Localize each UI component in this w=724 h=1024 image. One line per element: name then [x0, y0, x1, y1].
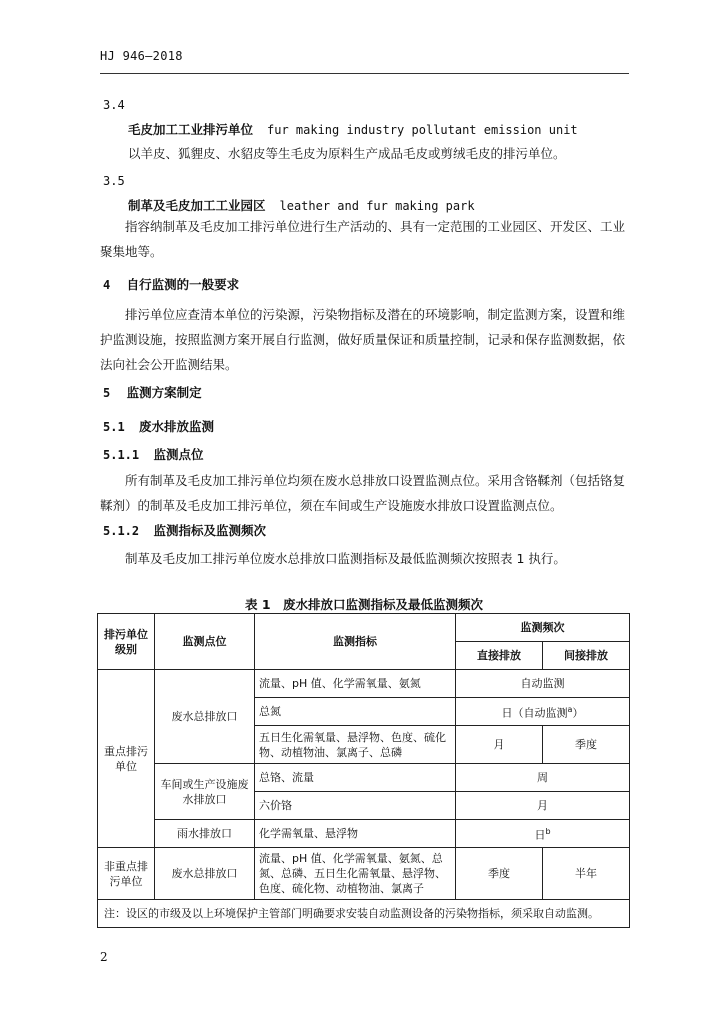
section-4-heading: [103, 276, 239, 294]
section-3-4-definition: 以羊皮、狐貍皮、水貂皮等生毛皮为原料生产成品毛皮或剪绒毛皮的排污单位。: [128, 146, 566, 161]
section-number: 5.1.2: [103, 524, 140, 538]
frequency-close: ）: [572, 706, 584, 720]
cell-direct: 季度: [456, 848, 543, 900]
section-title: 监测指标及监测频次: [153, 523, 266, 538]
cell-indicator: 总铬、流量: [255, 764, 456, 792]
header-direct: 直接排放: [456, 642, 543, 670]
table-note: 注：设区的市级及以上环境保护主管部门明确要求安装自动监测设备的污染物指标，须采取自动监测。: [98, 900, 630, 928]
cell-frequency: [456, 820, 630, 848]
cell-frequency: [456, 698, 630, 726]
term-en: fur making industry pollutant emission unit: [267, 123, 578, 137]
standard-code: HJ 946—2018: [100, 49, 183, 63]
section-title: 废水排放监测: [139, 419, 215, 434]
frequency-text: 日（自动监测: [501, 706, 568, 720]
cell-nonkey-unit: 非重点排污单位: [98, 848, 155, 900]
cell-indicator: 流量、pH 值、化学需氧量、氨氮、总氮、总磷、五日生化需氧量、悬浮物、色度、硫化物、动植物油、氯离子: [255, 848, 456, 900]
header-frequency: 监测频次: [456, 614, 630, 642]
section-5-1-1-heading: [103, 446, 204, 464]
term-en: leather and fur making park: [279, 199, 475, 213]
section-3-4-term: [128, 121, 578, 139]
header-indicator: 监测指标: [255, 614, 456, 670]
footnote-mark: a: [567, 705, 573, 715]
section-4-text: 排污单位应查清本单位的污染源，污染物指标及潜在的环境影响，制定监测方案，设置和维护监测设施，按照监测方案开展自行监测，做好质量保证和质量控制，记录和保存监测数据，依法向社会公开监测结果。: [100, 307, 626, 372]
cell-total-outlet: 废水总排放口: [155, 848, 255, 900]
cell-direct: 月: [456, 726, 543, 764]
header-indirect: 间接排放: [543, 642, 630, 670]
header-divider: [100, 73, 629, 74]
table-row: [98, 848, 630, 900]
section-5-1-2-text: 制革及毛皮加工排污单位废水总排放口监测指标及最低监测频次按照表 1 执行。: [125, 551, 566, 566]
cell-indicator: 六价铬: [255, 792, 456, 820]
cell-indirect: 半年: [543, 848, 630, 900]
table-row: [98, 900, 630, 928]
section-title: 自行监测的一般要求: [126, 277, 240, 292]
header-point: 监测点位: [155, 614, 255, 670]
section-5-heading: [103, 384, 202, 402]
cell-workshop-outlet: 车间或生产设施废水排放口: [155, 764, 255, 820]
section-number: 4: [103, 278, 111, 292]
table-row: [98, 820, 630, 848]
section-3-5-term: [128, 197, 475, 215]
section-5-1-heading: [103, 418, 214, 436]
cell-frequency: 月: [456, 792, 630, 820]
cell-indicator: 五日生化需氧量、悬浮物、色度、硫化物、动植物油、氯离子、总磷: [255, 726, 456, 764]
section-3-5-definition: 指容纳制革及毛皮加工排污单位进行生产活动的、具有一定范围的工业园区、开发区、工业聚集地等。: [100, 219, 626, 259]
cell-key-unit: 重点排污单位: [98, 670, 155, 848]
cell-frequency: 自动监测: [456, 670, 630, 698]
header-unit-level: 排污单位级别: [98, 614, 155, 670]
section-title: 监测方案制定: [126, 385, 202, 400]
cell-indirect: 季度: [543, 726, 630, 764]
section-number: 5.1: [103, 420, 125, 434]
section-number: 5: [103, 386, 111, 400]
cell-indicator: 化学需氧量、悬浮物: [255, 820, 456, 848]
cell-indicator: 总氮: [255, 698, 456, 726]
page-number: 2: [100, 950, 108, 964]
section-5-1-2-heading: [103, 522, 266, 540]
section-title: 监测点位: [153, 447, 204, 462]
footnote-mark: b: [545, 827, 551, 837]
term-cn: 制革及毛皮加工工业园区: [128, 198, 266, 213]
cell-frequency: 周: [456, 764, 630, 792]
section-3-5-number: 3.5: [103, 174, 125, 188]
table-row: [98, 764, 630, 792]
cell-total-outlet: 废水总排放口: [155, 670, 255, 764]
section-3-4-number: 3.4: [103, 98, 125, 112]
section-5-1-1-text: 所有制革及毛皮加工排污单位均须在废水总排放口设置监测点位。采用含铬鞣剂（包括铬复鞣剂）的制革及毛皮加工排污单位，须在车间或生产设施废水排放口设置监测点位。: [100, 473, 626, 513]
term-cn: 毛皮加工工业排污单位: [128, 122, 254, 137]
table-row: [98, 670, 630, 698]
frequency-text: 日: [534, 828, 546, 842]
cell-rain-outlet: 雨水排放口: [155, 820, 255, 848]
table-row: [98, 614, 630, 642]
monitoring-table: [97, 613, 630, 928]
table-caption: 表 1 废水排放口监测指标及最低监测频次: [244, 597, 484, 612]
section-number: 5.1.1: [103, 448, 140, 462]
cell-indicator: 流量、pH 值、化学需氧量、氨氮: [255, 670, 456, 698]
